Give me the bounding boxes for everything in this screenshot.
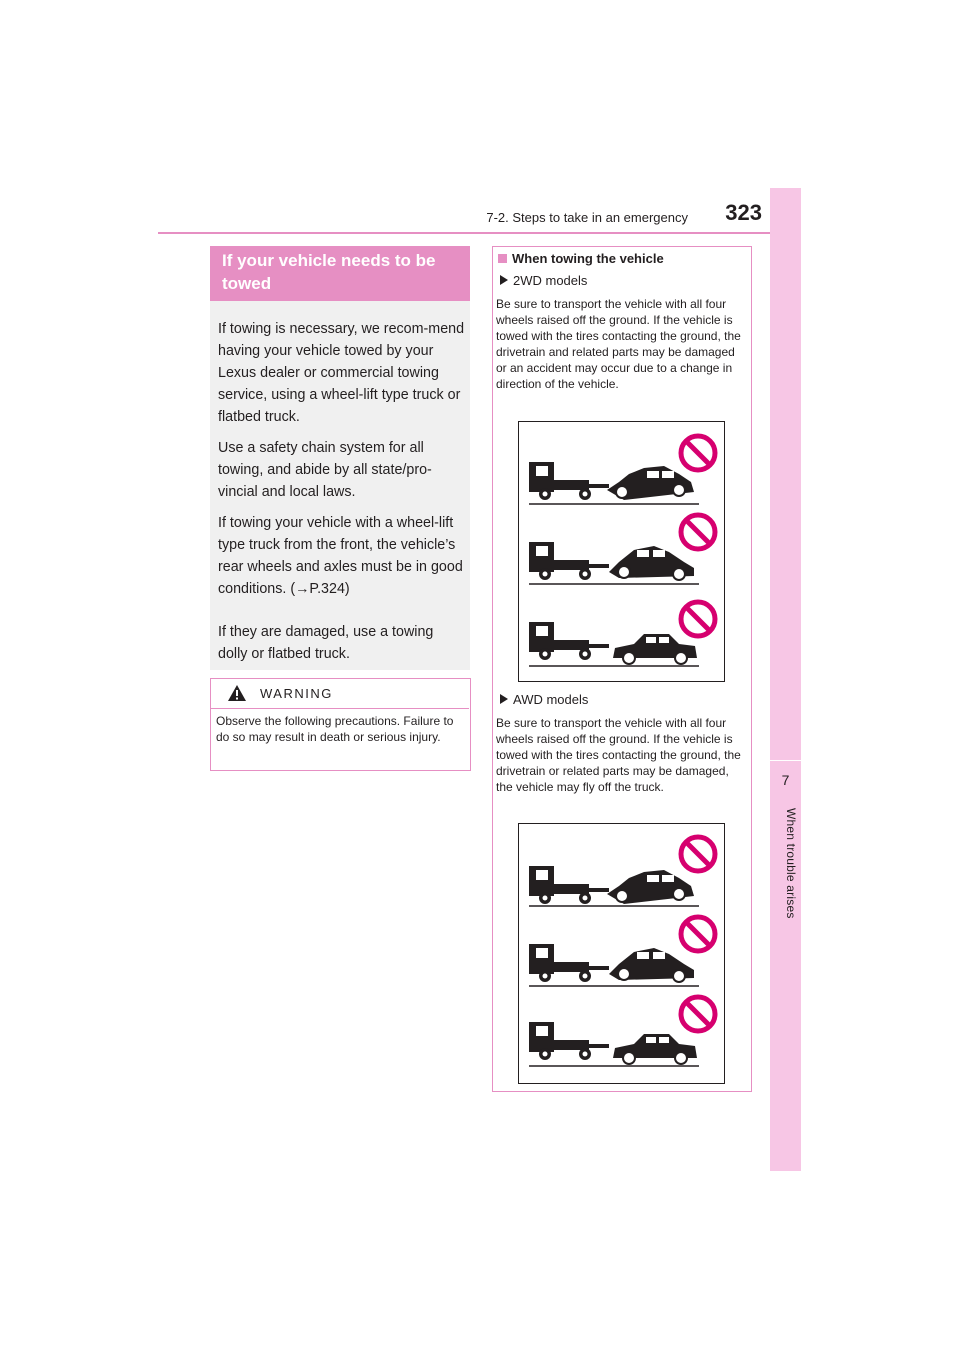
warning-icon [227, 684, 247, 702]
square-bullet-icon [498, 254, 507, 263]
subheading-2wd-text: 2WD models [513, 273, 588, 288]
header-rule [158, 232, 770, 234]
page-number: 323 [725, 200, 762, 225]
warning-text: Observe the following precautions. Failure to do so may result in death or serious injury. [216, 714, 454, 744]
text-2wd: Be sure to transport the vehicle with all four wheels raised off the ground. If the vehicle is towed with the tires contacting the ground, the drivetrain and related parts may be damaged or an accident may occur due to a change in direction of the vehicle. [496, 297, 741, 391]
warning-header [211, 679, 469, 709]
intro-paragraph-2: Use a safety chain system for all towing, and abide by all state/pro-vincial and local laws. [218, 440, 432, 500]
subheading-awd-text: AWD models [513, 692, 589, 707]
section-heading: If your vehicle needs to be towed [222, 251, 436, 293]
triangle-bullet-icon [500, 694, 508, 704]
intro-paragraph-3: If towing your vehicle with a wheel-lift type truck from the front, the vehicle’s rear wheels and axles must be in good conditions. (→P.324) [218, 515, 463, 597]
towing-heading-text: When towing the vehicle [512, 251, 664, 266]
subheading-2wd [500, 273, 587, 288]
side-tab-divider [770, 760, 801, 761]
intro-paragraph-4: If they are damaged, use a towing dolly or flatbed truck. [218, 624, 434, 662]
towing-prohibited-illustration-2wd [519, 422, 724, 681]
chapter-label: When trouble arises [784, 808, 798, 919]
towing-heading [498, 251, 664, 266]
chapter-side-tab [770, 188, 801, 1171]
towing-prohibited-illustration-awd [519, 824, 724, 1083]
intro-paragraph-1: If towing is necessary, we recom-mend having your vehicle towed by your Lexus dealer or commercial towing service, using a wheel-lift type truck or flatbed truck. [218, 321, 465, 425]
text-awd: Be sure to transport the vehicle with all four wheels raised off the ground. If the vehicle is towed with the tires contacting the ground, the drivetrain or related parts may be damaged, the vehicle may fly off the truck. [496, 716, 741, 794]
section-title: 7-2. Steps to take in an emergency [486, 210, 688, 225]
warning-title: WARNING [260, 686, 333, 701]
triangle-bullet-icon [500, 275, 508, 285]
subheading-awd [500, 692, 588, 707]
chapter-number: 7 [781, 772, 790, 788]
illustration-2wd [518, 421, 725, 682]
illustration-awd [518, 823, 725, 1084]
